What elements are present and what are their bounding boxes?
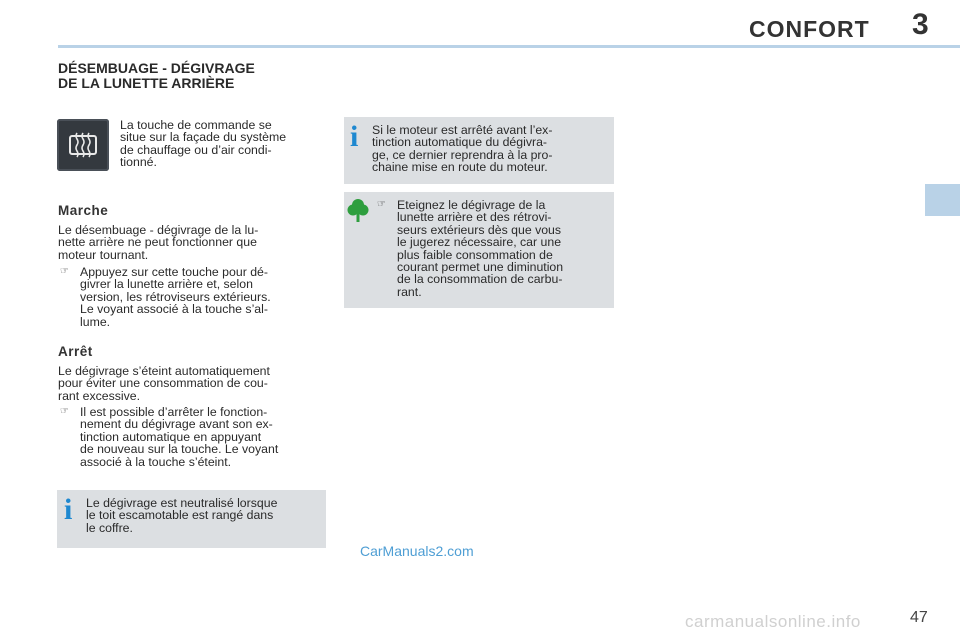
- engine-note-text: [372, 124, 608, 174]
- eco-note-line: le jugerez nécessaire, car une: [397, 235, 562, 250]
- eco-note-line: plus faible consommation de: [397, 247, 553, 262]
- eco-tree-icon: [347, 198, 369, 224]
- roof-note-text: [86, 497, 322, 534]
- footer-watermark: carmanualsonline.info: [685, 612, 861, 631]
- marche-bullet: [80, 266, 326, 328]
- eco-note-text: [397, 199, 609, 298]
- eco-note-line: rant.: [397, 284, 422, 299]
- arret-bullet-line: nement du dégivrage avant son ex-: [80, 417, 273, 432]
- hand-pointer-icon: ☞: [377, 199, 386, 210]
- marche-bullet-line: version, les rétroviseurs extérieurs.: [80, 289, 271, 304]
- marche-bullet-line: Appuyez sur cette touche pour dé-: [80, 265, 268, 279]
- marche-heading: Marche: [58, 203, 109, 218]
- hand-pointer-icon: ☞: [60, 406, 69, 417]
- intro-line: situe sur la façade du système: [120, 130, 287, 145]
- marche-bullet-line: givrer la lunette arrière et, selon: [80, 277, 253, 292]
- arret-bullet-line: tinction automatique en appuyant: [80, 429, 262, 444]
- arret-para-line: pour éviter une consommation de cou-: [58, 376, 268, 391]
- roof-note-line: Le dégivrage est neutralisé lorsque: [86, 496, 278, 510]
- section-title: [58, 61, 255, 91]
- engine-note-line: chaine mise en route du moteur.: [372, 160, 548, 175]
- marche-para-line: Le désembuage - dégivrage de la lu-: [58, 223, 259, 237]
- arret-bullet-line: de nouveau sur la touche. Le voyant: [80, 442, 279, 457]
- eco-note-line: lunette arrière et des rétrovi-: [397, 210, 552, 225]
- arret-bullet: [80, 406, 326, 468]
- arret-paragraph: [58, 365, 326, 402]
- info-icon: i: [64, 493, 73, 526]
- arret-para-line: rant excessive.: [58, 388, 141, 403]
- intro-line: La touche de commande se: [120, 118, 272, 132]
- marche-bullet-line: Le voyant associé à la touche s’al-: [80, 302, 268, 317]
- eco-note-line: de la consommation de carbu-: [397, 272, 563, 287]
- section-title-line-2: DE LA LUNETTE ARRIÈRE: [58, 75, 235, 91]
- eco-note-line: Eteignez le dégivrage de la: [397, 198, 546, 212]
- engine-note-line: Si le moteur est arrêté avant l’ex-: [372, 123, 553, 137]
- chapter-number: 3: [912, 8, 929, 41]
- roof-note-line: le coffre.: [86, 520, 133, 535]
- intro-text: [120, 119, 325, 169]
- roof-note-line: le toit escamotable est rangé dans: [86, 508, 274, 523]
- arret-para-line: Le dégivrage s’éteint automatiquement: [58, 364, 270, 378]
- chapter-title: CONFORT: [749, 16, 870, 42]
- marche-para-line: moteur tournant.: [58, 247, 149, 262]
- rear-defrost-button-image: [57, 119, 109, 171]
- marche-bullet-line: lume.: [80, 314, 111, 329]
- eco-note-line: seurs extérieurs dès que vous: [397, 222, 562, 237]
- arret-bullet-line: associé à la touche s’éteint.: [80, 454, 232, 469]
- watermark-link[interactable]: CarManuals2.com: [360, 543, 474, 559]
- engine-note-line: tinction automatique du dégivra-: [372, 135, 547, 150]
- intro-line: de chauffage ou d’air condi-: [120, 142, 272, 157]
- hand-pointer-icon: ☞: [60, 266, 69, 277]
- engine-note-line: ge, ce dernier reprendra à la pro-: [372, 147, 553, 162]
- intro-line: tionné.: [120, 155, 157, 170]
- header-divider: [58, 45, 960, 48]
- marche-paragraph: [58, 224, 326, 261]
- marche-para-line: nette arrière ne peut fonctionner que: [58, 235, 257, 250]
- arret-heading: Arrêt: [58, 344, 93, 359]
- chapter-side-tab: [925, 184, 960, 216]
- section-title-line-1: DÉSEMBUAGE - DÉGIVRAGE: [58, 60, 255, 76]
- page-number: 47: [910, 609, 928, 626]
- info-icon: i: [350, 120, 359, 153]
- rear-defrost-icon: [65, 127, 101, 163]
- arret-bullet-line: Il est possible d’arrêter le fonction-: [80, 405, 268, 419]
- eco-note-line: courant permet une diminution: [397, 260, 564, 275]
